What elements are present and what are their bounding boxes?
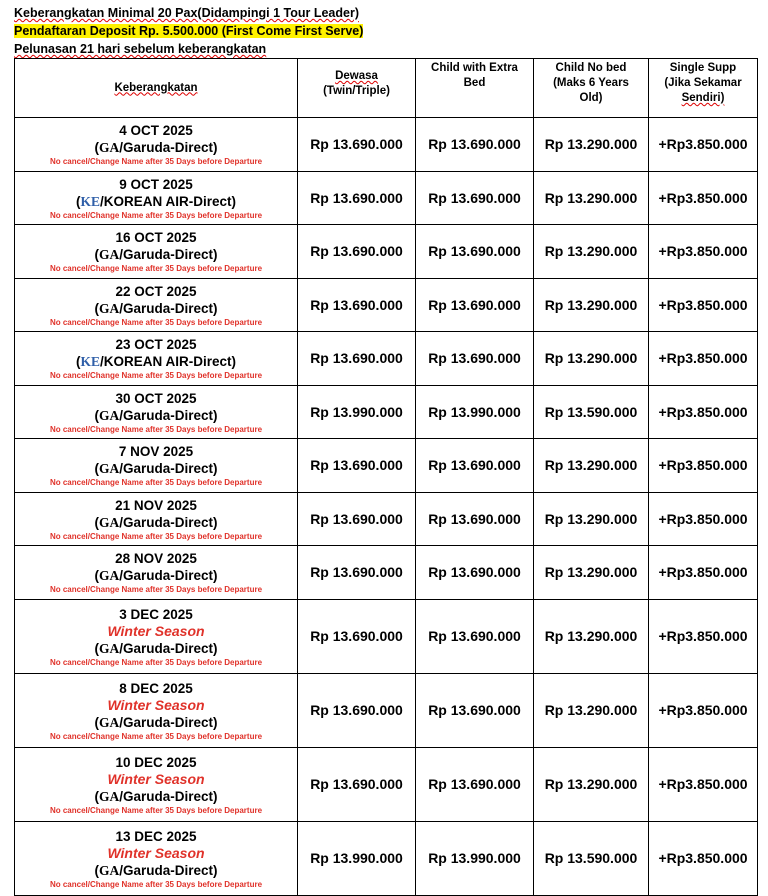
departure-info xyxy=(15,389,297,435)
single-supplement-price: +Rp3.850.000 xyxy=(649,385,758,439)
departure-date: 7 NOV 2025 xyxy=(118,444,194,460)
header-single-supplement: Single Supp (Jika Sekamar Sendiri) xyxy=(649,59,758,118)
season-label: Winter Season xyxy=(107,622,205,639)
airline-name: Garuda-Direct xyxy=(122,407,214,423)
child-extra-bed-price: Rp 13.990.000 xyxy=(416,821,534,895)
departure-cell xyxy=(15,439,298,493)
departure-info xyxy=(15,121,297,167)
departure-date: 16 OCT 2025 xyxy=(115,230,197,246)
adult-price: Rp 13.990.000 xyxy=(298,385,416,439)
airline-name: Garuda-Direct xyxy=(122,140,214,156)
child-extra-bed-price: Rp 13.690.000 xyxy=(416,118,534,172)
airline-name: Garuda-Direct xyxy=(122,247,214,263)
departure-info xyxy=(15,827,297,890)
departure-cell xyxy=(15,225,298,279)
cancellation-warning: No cancel/Change Name after 35 Days before Departure xyxy=(49,879,263,889)
departure-cell xyxy=(15,821,298,895)
airline-label: (GA/Garuda-Direct) xyxy=(94,247,218,263)
adult-price: Rp 13.690.000 xyxy=(298,278,416,332)
departure-info xyxy=(15,496,297,542)
adult-price: Rp 13.690.000 xyxy=(298,439,416,493)
airline-code: GA xyxy=(98,247,120,263)
child-extra-bed-price: Rp 13.690.000 xyxy=(416,278,534,332)
departure-info xyxy=(15,679,297,742)
airline-code: KE xyxy=(80,193,100,209)
single-supplement-price: +Rp3.850.000 xyxy=(649,118,758,172)
table-row xyxy=(15,385,758,439)
season-label: Winter Season xyxy=(107,770,205,787)
child-extra-bed-price: Rp 13.690.000 xyxy=(416,332,534,386)
child-extra-bed-price: Rp 13.690.000 xyxy=(416,546,534,600)
departure-cell xyxy=(15,492,298,546)
single-supplement-price: +Rp3.850.000 xyxy=(649,332,758,386)
departure-cell xyxy=(15,385,298,439)
cancellation-warning: No cancel/Change Name after 35 Days before Departure xyxy=(49,657,263,667)
table-header-row xyxy=(15,59,758,118)
table-row xyxy=(15,225,758,279)
table-row xyxy=(15,599,758,673)
single-supplement-price: +Rp3.850.000 xyxy=(649,546,758,600)
child-no-bed-price: Rp 13.290.000 xyxy=(534,332,649,386)
single-supplement-price: +Rp3.850.000 xyxy=(649,821,758,895)
airline-label: (KE/KOREAN AIR-Direct) xyxy=(75,354,237,370)
airline-code: GA xyxy=(98,140,120,156)
adult-price: Rp 13.690.000 xyxy=(298,546,416,600)
header-adult: Dewasa (Twin/Triple) xyxy=(298,59,416,118)
child-extra-bed-price: Rp 13.990.000 xyxy=(416,385,534,439)
airline-code: GA xyxy=(98,407,120,423)
departure-date: 4 OCT 2025 xyxy=(119,123,193,139)
single-supplement-price: +Rp3.850.000 xyxy=(649,673,758,747)
cancellation-warning: No cancel/Change Name after 35 Days before Departure xyxy=(49,585,263,595)
airline-label: (KE/KOREAN AIR-Direct) xyxy=(75,193,237,209)
departure-cell xyxy=(15,546,298,600)
single-supplement-price: +Rp3.850.000 xyxy=(649,225,758,279)
cancellation-warning: No cancel/Change Name after 35 Days before Departure xyxy=(49,264,263,274)
departure-date: 28 NOV 2025 xyxy=(115,551,197,567)
child-extra-bed-price: Rp 13.690.000 xyxy=(416,673,534,747)
table-row xyxy=(15,278,758,332)
airline-name: KOREAN AIR-Direct xyxy=(103,193,232,209)
child-extra-bed-price: Rp 13.690.000 xyxy=(416,439,534,493)
departure-cell xyxy=(15,599,298,673)
adult-price: Rp 13.690.000 xyxy=(298,673,416,747)
airline-label: (GA/Garuda-Direct) xyxy=(94,568,218,584)
single-supplement-price: +Rp3.850.000 xyxy=(649,439,758,493)
airline-label: (GA/Garuda-Direct) xyxy=(94,788,218,804)
departure-cell xyxy=(15,118,298,172)
child-no-bed-price: Rp 13.290.000 xyxy=(534,439,649,493)
departure-date: 13 DEC 2025 xyxy=(115,828,197,844)
departure-date: 8 DEC 2025 xyxy=(119,680,193,696)
child-no-bed-price: Rp 13.590.000 xyxy=(534,385,649,439)
table-row xyxy=(15,492,758,546)
airline-label: (GA/Garuda-Direct) xyxy=(94,461,218,477)
airline-name: Garuda-Direct xyxy=(122,862,214,878)
airline-code: GA xyxy=(98,568,120,584)
airline-name: Garuda-Direct xyxy=(122,300,214,316)
airline-name: Garuda-Direct xyxy=(122,461,214,477)
single-supplement-price: +Rp3.850.000 xyxy=(649,171,758,225)
child-extra-bed-price: Rp 13.690.000 xyxy=(416,225,534,279)
header-child-no-bed: Child No bed (Maks 6 Years Old) xyxy=(534,59,649,118)
departure-date: 10 DEC 2025 xyxy=(115,754,197,770)
single-supplement-price: +Rp3.850.000 xyxy=(649,599,758,673)
table-row xyxy=(15,673,758,747)
single-supplement-price: +Rp3.850.000 xyxy=(649,747,758,821)
child-no-bed-price: Rp 13.290.000 xyxy=(534,278,649,332)
departure-date: 21 NOV 2025 xyxy=(115,497,197,513)
cancellation-warning: No cancel/Change Name after 35 Days before Departure xyxy=(49,478,263,488)
child-no-bed-price: Rp 13.590.000 xyxy=(534,821,649,895)
departure-info xyxy=(15,228,297,274)
airline-code: GA xyxy=(98,300,120,316)
departure-date: 3 DEC 2025 xyxy=(119,606,193,622)
table-row xyxy=(15,821,758,895)
departure-date: 30 OCT 2025 xyxy=(115,390,197,406)
adult-price: Rp 13.690.000 xyxy=(298,492,416,546)
airline-name: Garuda-Direct xyxy=(122,714,214,730)
single-supplement-price: +Rp3.850.000 xyxy=(649,492,758,546)
departure-info xyxy=(15,605,297,668)
cancellation-warning: No cancel/Change Name after 35 Days before Departure xyxy=(49,424,263,434)
departure-cell xyxy=(15,278,298,332)
child-extra-bed-price: Rp 13.690.000 xyxy=(416,599,534,673)
departure-date: 23 OCT 2025 xyxy=(115,337,197,353)
airline-label: (GA/Garuda-Direct) xyxy=(94,862,218,878)
child-no-bed-price: Rp 13.290.000 xyxy=(534,599,649,673)
airline-name: KOREAN AIR-Direct xyxy=(103,354,232,370)
airline-label: (GA/Garuda-Direct) xyxy=(94,714,218,730)
airline-label: (GA/Garuda-Direct) xyxy=(94,140,218,156)
departure-cell xyxy=(15,747,298,821)
table-row xyxy=(15,171,758,225)
adult-price: Rp 13.690.000 xyxy=(298,747,416,821)
child-no-bed-price: Rp 13.290.000 xyxy=(534,546,649,600)
departure-cell xyxy=(15,332,298,386)
cancellation-warning: No cancel/Change Name after 35 Days before Departure xyxy=(49,371,263,381)
departure-info xyxy=(15,282,297,328)
airline-code: GA xyxy=(98,461,120,477)
single-supplement-price: +Rp3.850.000 xyxy=(649,278,758,332)
airline-name: Garuda-Direct xyxy=(122,514,214,530)
child-no-bed-price: Rp 13.290.000 xyxy=(534,747,649,821)
adult-price: Rp 13.690.000 xyxy=(298,332,416,386)
airline-code: KE xyxy=(80,354,100,370)
airline-code: GA xyxy=(98,788,120,804)
child-no-bed-price: Rp 13.290.000 xyxy=(534,673,649,747)
season-label: Winter Season xyxy=(107,696,205,713)
adult-price: Rp 13.690.000 xyxy=(298,118,416,172)
airline-code: GA xyxy=(98,714,120,730)
departure-info xyxy=(15,549,297,595)
airline-code: GA xyxy=(98,514,120,530)
adult-price: Rp 13.690.000 xyxy=(298,225,416,279)
departure-info xyxy=(15,175,297,221)
cancellation-warning: No cancel/Change Name after 35 Days before Departure xyxy=(49,531,263,541)
departure-info xyxy=(15,335,297,381)
child-no-bed-price: Rp 13.290.000 xyxy=(534,118,649,172)
season-label: Winter Season xyxy=(107,844,205,861)
adult-price: Rp 13.690.000 xyxy=(298,599,416,673)
departure-info xyxy=(15,442,297,488)
cancellation-warning: No cancel/Change Name after 35 Days before Departure xyxy=(49,157,263,167)
minimum-pax-note: Keberangkatan Minimal 20 Pax(Didampingi 1 Tour Leader) xyxy=(14,6,359,20)
child-no-bed-price: Rp 13.290.000 xyxy=(534,171,649,225)
cancellation-warning: No cancel/Change Name after 35 Days before Departure xyxy=(49,210,263,220)
cancellation-warning: No cancel/Change Name after 35 Days before Departure xyxy=(49,805,263,815)
booking-notes xyxy=(14,4,754,58)
departure-cell xyxy=(15,171,298,225)
child-no-bed-price: Rp 13.290.000 xyxy=(534,225,649,279)
table-row xyxy=(15,747,758,821)
departure-date: 22 OCT 2025 xyxy=(115,283,197,299)
table-row xyxy=(15,118,758,172)
departure-cell xyxy=(15,673,298,747)
cancellation-warning: No cancel/Change Name after 35 Days before Departure xyxy=(49,317,263,327)
table-row xyxy=(15,439,758,493)
airline-label: (GA/Garuda-Direct) xyxy=(94,300,218,316)
airline-code: GA xyxy=(98,862,120,878)
payment-note: Pelunasan 21 hari sebelum keberangkatan xyxy=(14,42,267,56)
header-departure: Keberangkatan xyxy=(15,59,298,118)
airline-name: Garuda-Direct xyxy=(122,568,214,584)
airline-name: Garuda-Direct xyxy=(122,640,214,656)
deposit-note: Pendaftaran Deposit Rp. 5.500.000 (First Come First Serve) xyxy=(14,24,364,38)
cancellation-warning: No cancel/Change Name after 35 Days before Departure xyxy=(49,731,263,741)
airline-label: (GA/Garuda-Direct) xyxy=(94,514,218,530)
table-body xyxy=(15,118,758,896)
airline-label: (GA/Garuda-Direct) xyxy=(94,640,218,656)
child-no-bed-price: Rp 13.290.000 xyxy=(534,492,649,546)
airline-label: (GA/Garuda-Direct) xyxy=(94,407,218,423)
departure-date: 9 OCT 2025 xyxy=(119,176,193,192)
airline-name: Garuda-Direct xyxy=(122,788,214,804)
airline-code: GA xyxy=(98,640,120,656)
child-extra-bed-price: Rp 13.690.000 xyxy=(416,492,534,546)
table-row xyxy=(15,546,758,600)
header-child-extra-bed: Child with Extra Bed xyxy=(416,59,534,118)
child-extra-bed-price: Rp 13.690.000 xyxy=(416,747,534,821)
child-extra-bed-price: Rp 13.690.000 xyxy=(416,171,534,225)
adult-price: Rp 13.690.000 xyxy=(298,171,416,225)
adult-price: Rp 13.990.000 xyxy=(298,821,416,895)
table-row xyxy=(15,332,758,386)
departure-price-table xyxy=(14,58,758,896)
departure-info xyxy=(15,753,297,816)
